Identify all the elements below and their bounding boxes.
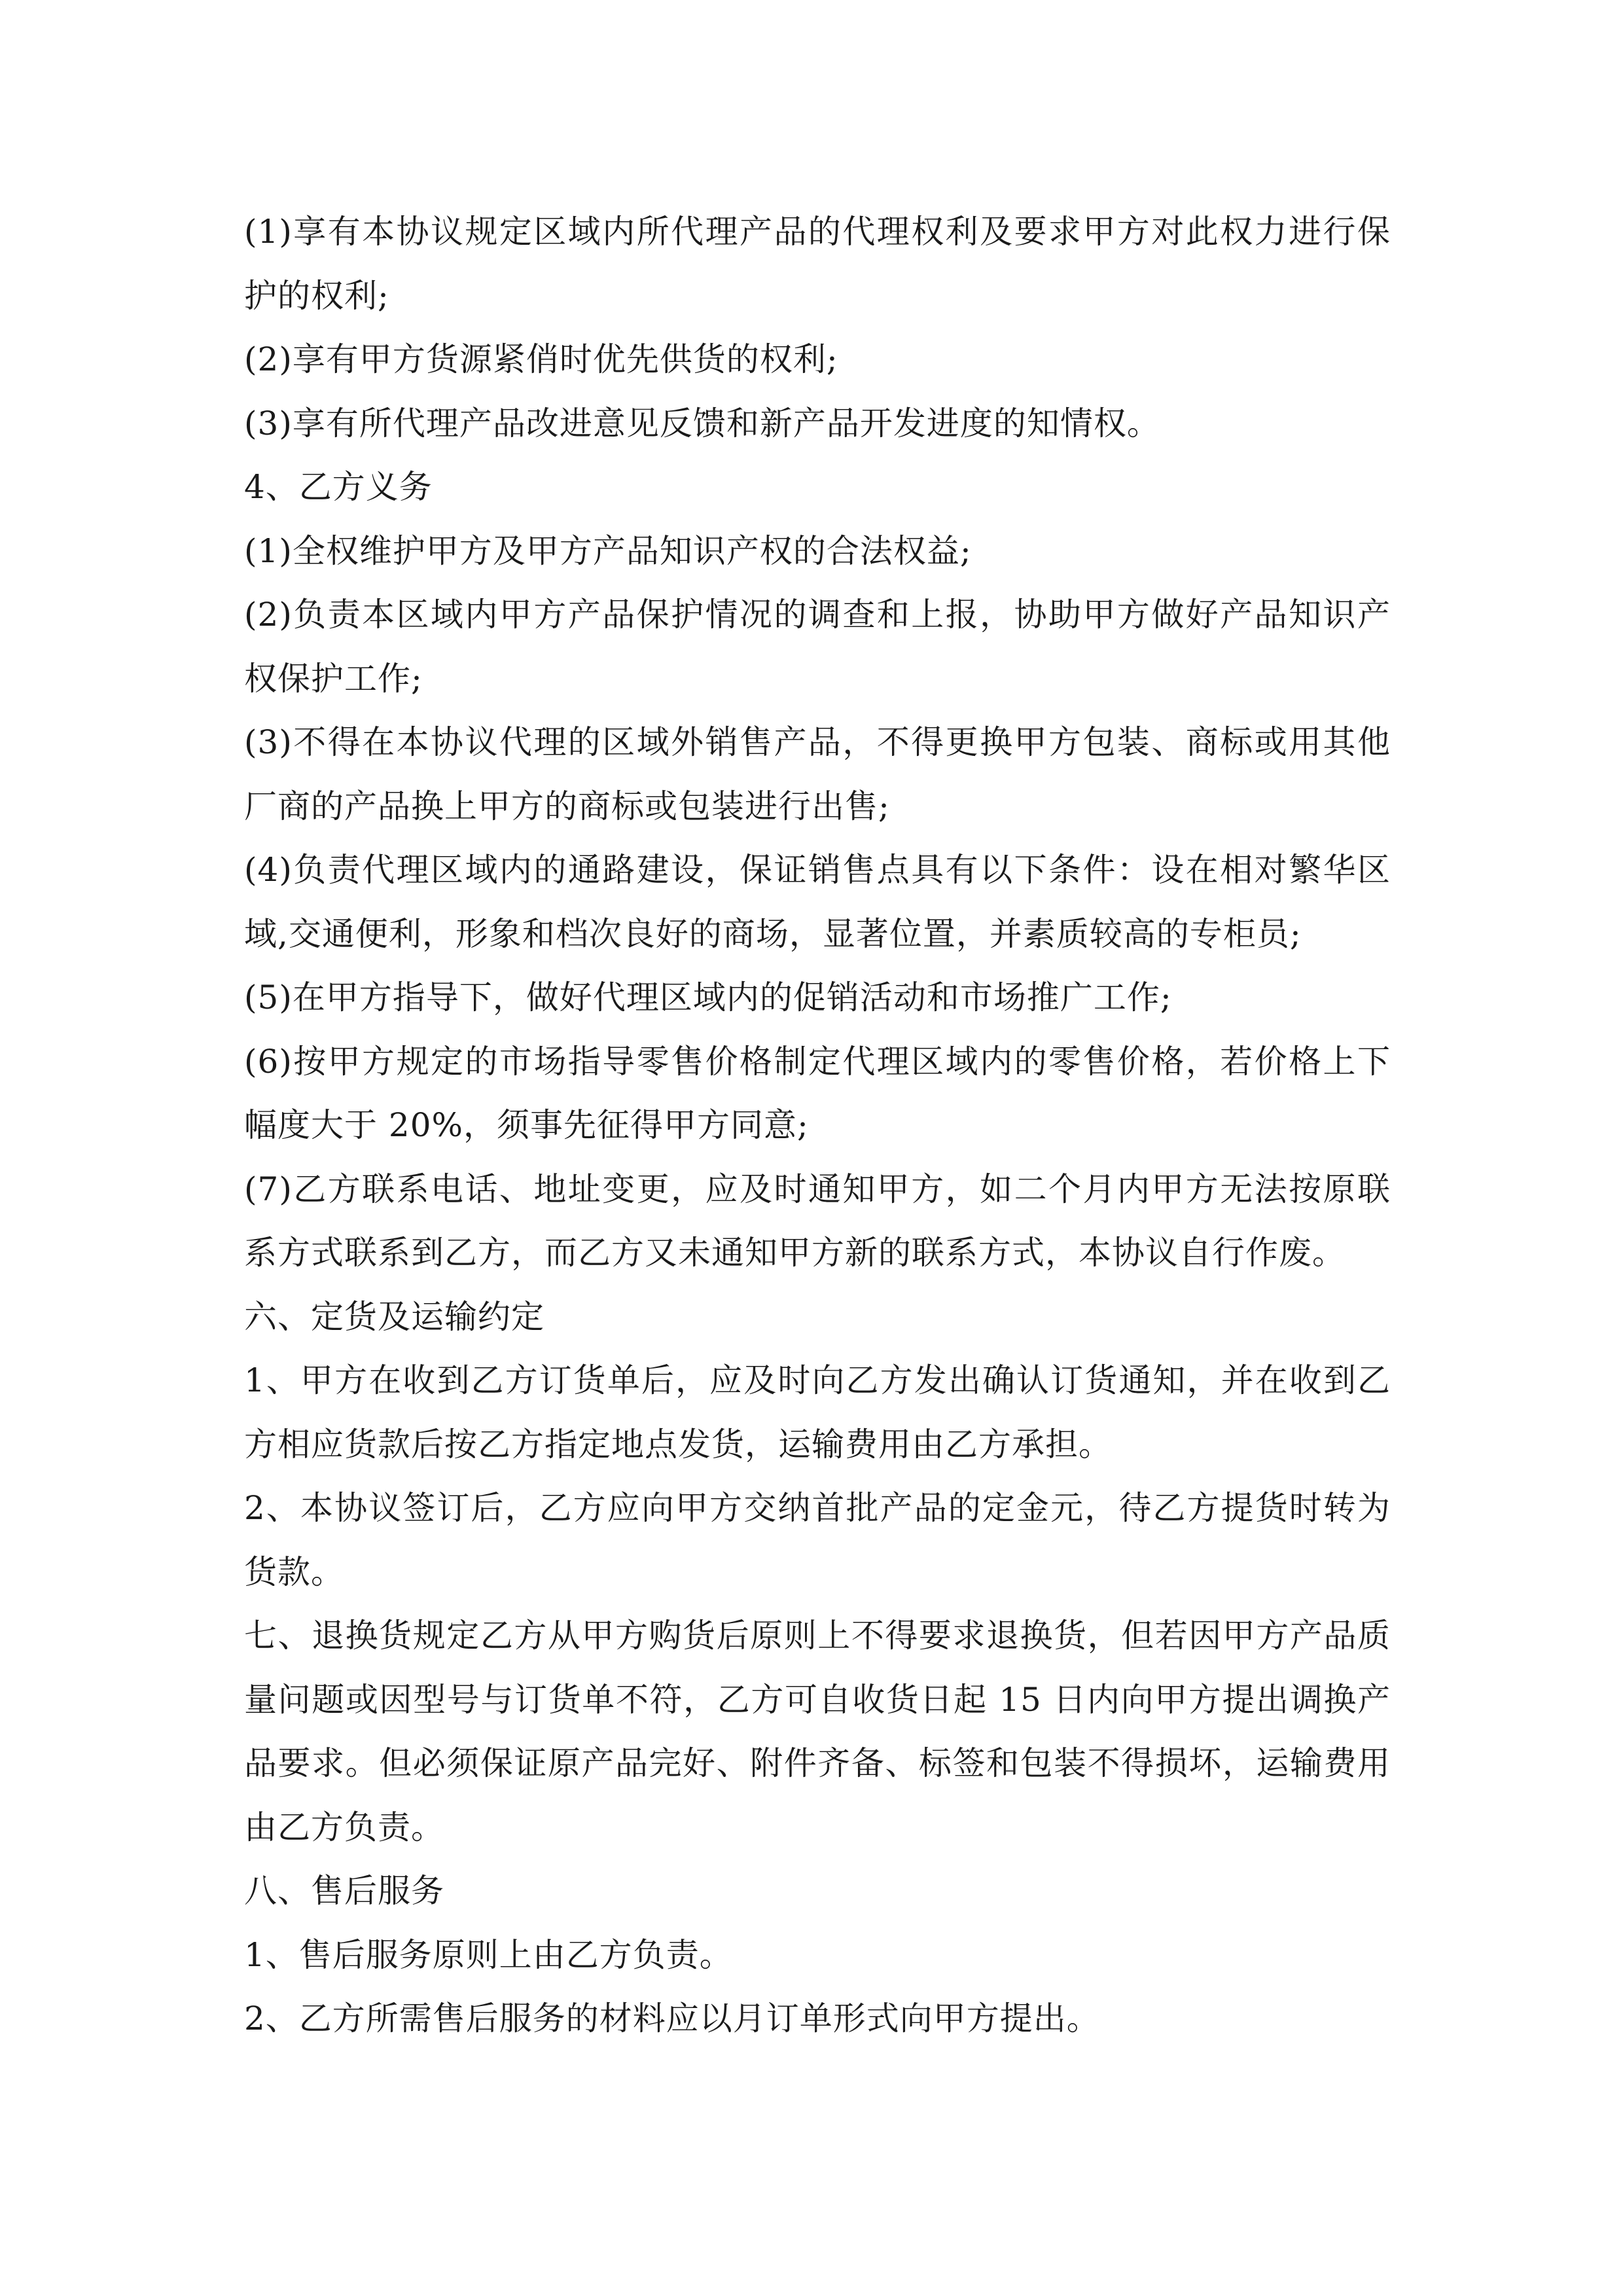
paragraph-obligation-2: (2)负责本区域内甲方产品保护情况的调查和上报，协助甲方做好产品知识产权保护工作;	[244, 596, 1391, 698]
paragraph-ordering-1: 1、甲方在收到乙方订货单后，应及时向乙方发出确认订货通知，并在收到乙方相应货款后按乙方指定地点发货，运输费用由乙方承担。	[244, 1361, 1391, 1463]
paragraph-returns: 七、退换货规定乙方从甲方购货后原则上不得要求退换货，但若因甲方产品质量问题或因型号与订货单不符，乙方可自收货日起 15 日内向甲方提出调换产品要求。但必须保证原产品完好、附件齐备、标签和包装不得损坏，运输费用由乙方负责。	[244, 1617, 1391, 1846]
paragraph-obligation-3: (3)不得在本协议代理的区域外销售产品，不得更换甲方包装、商标或用其他厂商的产品换上甲方的商标或包装进行出售;	[244, 723, 1391, 825]
paragraph-obligation-6: (6)按甲方规定的市场指导零售价格制定代理区域内的零售价格，若价格上下幅度大于 20%，须事先征得甲方同意;	[244, 1042, 1391, 1144]
paragraph-agent-right-1: (1)享有本协议规定区域内所代理产品的代理权利及要求甲方对此权力进行保护的权利;	[244, 213, 1391, 315]
paragraph-after-sales-2: 2、乙方所需售后服务的材料应以月订单形式向甲方提出。	[244, 2000, 1100, 2037]
heading-after-sales: 八、售后服务	[244, 1872, 444, 1910]
paragraph-agent-right-2: (2)享有甲方货源紧俏时优先供货的权利;	[244, 340, 838, 378]
paragraph-obligation-1: (1)全权维护甲方及甲方产品知识产权的合法权益;	[244, 531, 972, 570]
paragraph-after-sales-1: 1、售后服务原则上由乙方负责。	[244, 1935, 733, 1974]
paragraph-agent-right-3: (3)享有所代理产品改进意见反馈和新产品开发进度的知情权。	[244, 404, 1160, 442]
paragraph-ordering-2: 2、本协议签订后，乙方应向甲方交纳首批产品的定金元，待乙方提货时转为货款。	[244, 1489, 1391, 1591]
document-body	[244, 200, 1391, 2051]
paragraph-obligation-5: (5)在甲方指导下，做好代理区域内的促销活动和市场推广工作;	[244, 978, 1172, 1016]
paragraph-obligation-4: (4)负责代理区域内的通路建设，保证销售点具有以下条件：设在相对繁华区域,交通便利，形象和档次良好的商场，显著位置，并素质较高的专柜员;	[244, 851, 1391, 953]
heading-ordering-transport: 六、定货及运输约定	[244, 1297, 544, 1336]
heading-party-b-obligations: 4、乙方义务	[244, 468, 433, 506]
paragraph-obligation-7: (7)乙方联系电话、地址变更，应及时通知甲方，如二个月内甲方无法按原联系方式联系到乙方，而乙方又未通知甲方新的联系方式，本协议自行作废。	[244, 1170, 1391, 1272]
